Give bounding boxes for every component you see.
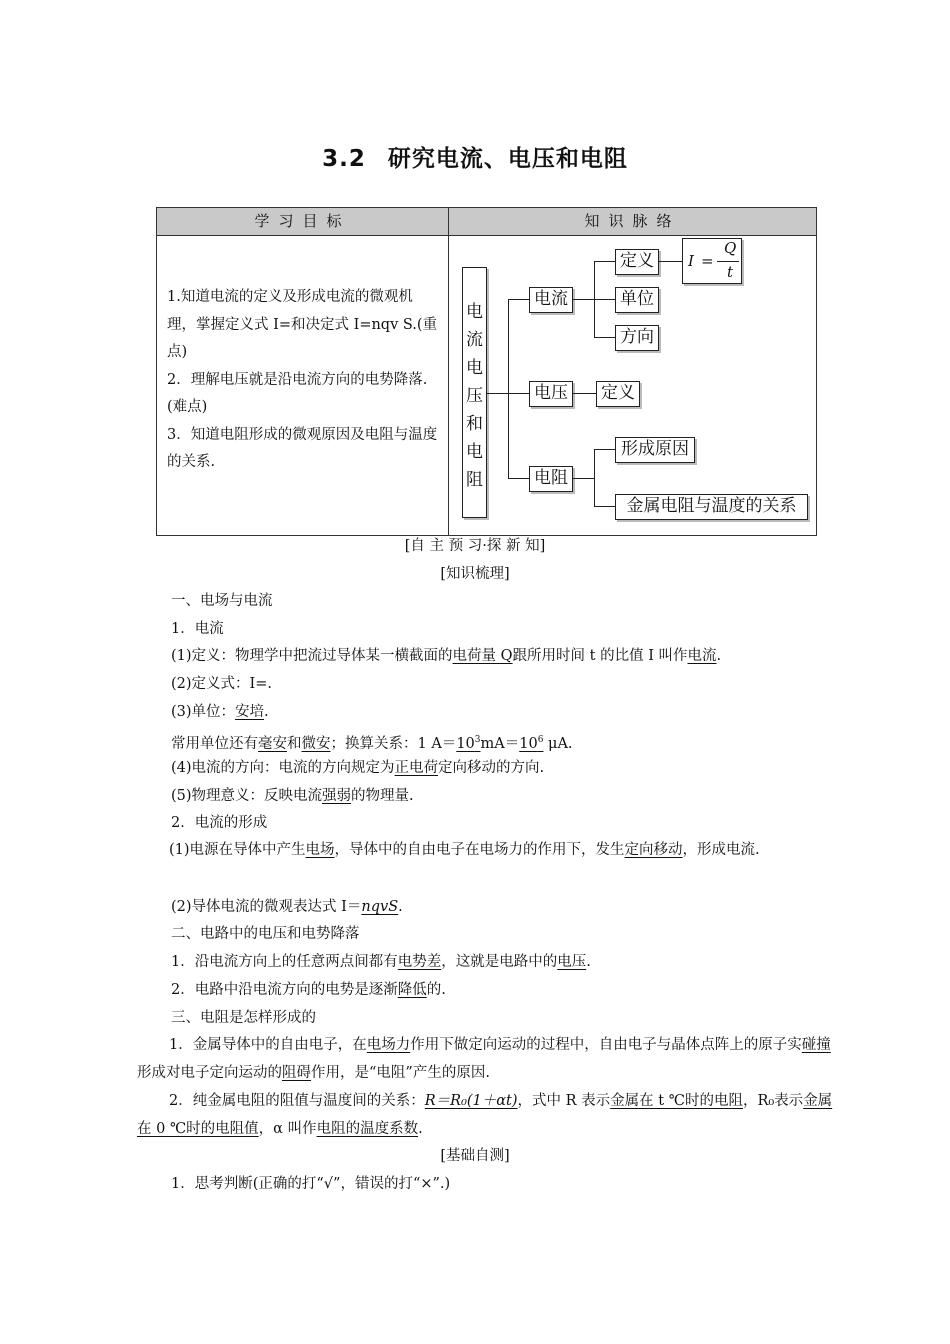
node-voltage: 电压 bbox=[529, 381, 573, 407]
answer-blank: R＝R₀(1＋αt) bbox=[424, 1093, 518, 1109]
subheading-current: 1．电流 bbox=[171, 621, 224, 637]
heading-voltage: 二、电路中的电压和电势降落 bbox=[171, 926, 360, 942]
answer-blank: 安培 bbox=[235, 704, 265, 720]
resistance-paragraph-2: 2．纯金属电阻的阻值与温度间的关系：R＝R₀(1＋αt)，式中 R 表示金属在 t ℃时的电阻，R₀表示金属在 0 ℃时的电阻值，α 叫作电阻的温度系数. bbox=[137, 1093, 833, 1137]
answer-blank: 电荷量 Q bbox=[452, 648, 513, 664]
formula-t: t bbox=[727, 263, 734, 281]
answer-blank: 电压 bbox=[557, 954, 587, 970]
goal-item: 2．理解电压就是沿电流方向的电势降落.(难点) bbox=[167, 371, 428, 415]
formula-I: I bbox=[688, 252, 694, 270]
subheading-current-formation: 2．电流的形成 bbox=[171, 815, 268, 831]
mindmap-root: 电流电压和电阻 bbox=[462, 267, 487, 518]
micro-expression-line: (2)导体电流的微观表达式 I＝nqvS. bbox=[171, 899, 403, 915]
unit-line: (3)单位：安培. bbox=[171, 704, 269, 720]
goal-item: 3．知道电阻形成的微观原因及电阻与温度的关系. bbox=[167, 426, 438, 470]
node-metal-resistance-temperature: 金属电阻与温度的关系 bbox=[615, 494, 808, 520]
fraction-bar bbox=[717, 261, 739, 262]
title-text: 研究电流、电压和电阻 bbox=[387, 146, 628, 172]
answer-blank: $10^6$ bbox=[519, 735, 544, 752]
connector bbox=[573, 478, 594, 479]
answer-blank: 定向移动 bbox=[624, 842, 683, 858]
formula-Q: Q bbox=[724, 239, 737, 257]
answer-blank: 金属在 0 ℃时的电阻值 bbox=[137, 1093, 833, 1137]
answer-blank: 碰撞 bbox=[801, 1037, 831, 1053]
answer-blank: 电场 bbox=[305, 842, 335, 858]
node-current-unit: 单位 bbox=[615, 287, 659, 313]
knowledge-map-header: 知识脉络 bbox=[449, 208, 816, 236]
answer-blank: 金属在 t ℃时的电阻 bbox=[610, 1093, 743, 1109]
connector bbox=[594, 299, 615, 300]
node-current: 电流 bbox=[529, 287, 573, 313]
node-current-direction: 方向 bbox=[615, 325, 659, 351]
answer-blank: nqvS bbox=[361, 899, 399, 915]
connector bbox=[508, 299, 529, 300]
connector bbox=[508, 478, 529, 479]
connector bbox=[508, 393, 529, 394]
heading-resistance: 三、电阻是怎样形成的 bbox=[171, 1010, 316, 1026]
connector bbox=[594, 449, 595, 506]
learning-goals-header: 学习目标 bbox=[157, 208, 449, 236]
formula-equals: = bbox=[701, 252, 714, 270]
question-1: 1．思考判断(正确的打“√”，错误的打“×”.) bbox=[171, 1176, 451, 1192]
formation-paragraph: (1)电源在导体中产生电场，导体中的自由电子在电场力的作用下，发生定向移动，形成电流. bbox=[169, 842, 760, 858]
connector bbox=[594, 261, 615, 262]
connector bbox=[594, 337, 615, 338]
resistance-paragraph-1: 1．金属导体中的自由电子，在电场力作用下做定向运动的过程中，自由电子与晶体点阵上的原子实碰撞形成对电子定向运动的阻碍作用，是“电阻”产生的原因. bbox=[137, 1037, 831, 1081]
connector bbox=[573, 299, 594, 300]
current-formula bbox=[682, 238, 742, 284]
node-resistance: 电阻 bbox=[529, 466, 573, 492]
answer-blank: $10^3$ bbox=[456, 735, 481, 752]
meaning-line: (5)物理意义：反映电流强弱的物理量. bbox=[171, 788, 414, 804]
knowledge-review-header: [知识梳理] bbox=[440, 566, 510, 582]
answer-blank: 微安 bbox=[301, 735, 331, 752]
node-voltage-definition: 定义 bbox=[596, 381, 640, 407]
answer-blank: 电场力 bbox=[366, 1037, 411, 1053]
self-test-header: [基础自测] bbox=[440, 1148, 510, 1164]
goal-item: 1.知道电流的定义及形成电流的微观机理，掌握定义式 I=和决定式 I=nqv S.(重点) bbox=[167, 289, 438, 360]
connector bbox=[573, 393, 596, 394]
unit-conversion-line: 常用单位还有毫安和微安；换算关系：1 $A=10^3mA=10^6$ μA. bbox=[171, 735, 573, 752]
learning-goals bbox=[167, 284, 439, 477]
answer-blank: 毫安 bbox=[258, 735, 287, 752]
answer-blank: 强弱 bbox=[322, 788, 352, 804]
answer-blank: 阻碍 bbox=[282, 1065, 311, 1081]
voltage-line-1: 1．沿电流方向上的任意两点间都有电势差，这就是电路中的电压. bbox=[171, 954, 591, 970]
connector bbox=[659, 261, 682, 262]
answer-blank: 电流 bbox=[687, 648, 717, 664]
table-divider bbox=[448, 236, 449, 535]
connector bbox=[487, 393, 508, 394]
answer-blank: 正电荷 bbox=[394, 760, 439, 776]
connector bbox=[594, 506, 615, 507]
answer-blank: 降低 bbox=[397, 982, 427, 998]
connector bbox=[594, 449, 615, 450]
node-current-definition: 定义 bbox=[615, 249, 659, 275]
definition-line: (1)定义：物理学中把流过导体某一横截面的电荷量 Q跟所用时间 t 的比值 I 叫作电流. bbox=[171, 648, 722, 664]
heading-electric-field-current: 一、电场与电流 bbox=[171, 593, 273, 609]
voltage-line-2: 2．电路中沿电流方向的电势是逐渐降低的. bbox=[171, 982, 446, 998]
definition-formula-line: (2)定义式：I=. bbox=[171, 676, 273, 692]
page-title bbox=[0, 140, 950, 173]
node-formation-cause: 形成原因 bbox=[615, 437, 695, 463]
answer-blank: 电势差 bbox=[397, 954, 442, 970]
answer-blank: 电阻的温度系数 bbox=[316, 1121, 419, 1137]
section-number: 3.2 bbox=[322, 146, 366, 172]
direction-line: (4)电流的方向：电流的方向规定为正电荷定向移动的方向. bbox=[171, 760, 545, 776]
connector bbox=[508, 299, 509, 478]
section-header: [自 主 预 习·探 新 知] bbox=[404, 538, 546, 554]
